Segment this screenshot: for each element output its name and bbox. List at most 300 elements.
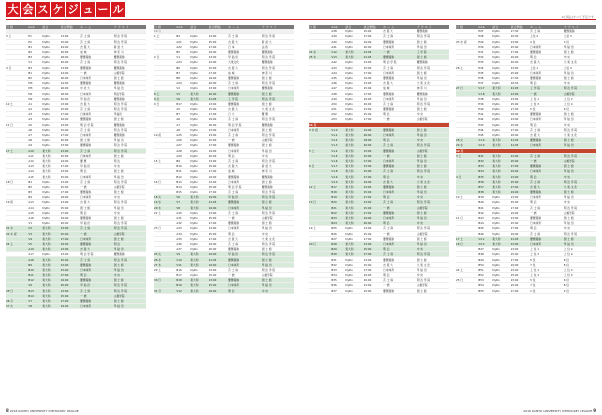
away-team-cell: 国 士 館 xyxy=(114,153,146,158)
venue-cell: 東大和 xyxy=(42,257,60,262)
venue-cell: DyDo xyxy=(345,60,363,65)
away-team-cell: 山梨学院 xyxy=(417,283,449,288)
away-team-cell: 早 稲 田 xyxy=(564,117,596,122)
start-time-cell: 13:00 xyxy=(511,195,531,200)
home-team-cell: 明 治 xyxy=(80,169,114,174)
home-team-cell: 吉 亜 大 xyxy=(228,39,262,44)
venue-cell: 東大和 xyxy=(42,174,60,179)
home-team-cell: 日本体育 xyxy=(228,262,262,267)
home-team-cell: 一 橋 xyxy=(228,215,262,220)
away-team-cell: 大 東 文 化 xyxy=(417,81,449,86)
venue-cell: DyDo xyxy=(42,117,60,122)
start-time-cell: 17:00 xyxy=(61,164,81,169)
venue-cell: DyDo xyxy=(42,205,60,210)
away-team-cell: 6 位 xyxy=(564,257,596,262)
start-time-cell: 20:00 xyxy=(364,101,384,106)
venue-cell: DyDo xyxy=(345,101,363,106)
away-team-cell: 山梨学院 xyxy=(564,91,596,96)
game-code-cell: V1.2 xyxy=(331,138,345,143)
away-team-cell: 国 士 館 xyxy=(262,221,294,226)
away-team-cell: 山梨学院 xyxy=(114,231,146,236)
start-time-cell: 17:00 xyxy=(61,236,81,241)
home-team-cell: 慶應義塾 xyxy=(80,298,114,303)
home-team-cell: 慶 應 xyxy=(80,158,114,163)
away-team-cell: 明 治 学 院 xyxy=(262,210,294,215)
start-time-cell: 19:00 xyxy=(511,55,531,60)
away-team-cell: 慶應義塾 xyxy=(114,96,146,101)
venue-cell: DyDo xyxy=(42,210,60,215)
game-code-cell: B25 xyxy=(331,226,345,231)
date-cell: 3 土 xyxy=(6,34,28,39)
start-time-cell: 15:00 xyxy=(209,231,229,236)
away-team-cell: 山梨学院 xyxy=(417,148,449,153)
game-code-cell: V1.5 xyxy=(331,153,345,158)
home-team-cell: 工 学 院 xyxy=(228,96,262,101)
venue-cell: DyDo xyxy=(42,122,60,127)
venue-cell: DyDo xyxy=(492,273,510,278)
away-team-cell: 中 央 xyxy=(417,174,449,179)
venue-cell: DyDo xyxy=(42,81,60,86)
venue-cell: DyDo xyxy=(190,49,208,54)
home-team-cell: 吉 亜 大 xyxy=(530,184,564,189)
home-team-cell: 明 治 xyxy=(530,174,564,179)
start-time-cell: 19:00 xyxy=(209,262,229,267)
venue-cell: DyDo xyxy=(190,101,208,106)
home-team-cell: 芸 士 遠 xyxy=(383,226,417,231)
date-cell: 30 日 xyxy=(154,278,176,283)
game-code-cell: V1 xyxy=(176,55,190,60)
game-code-cell: A51 xyxy=(331,107,345,112)
home-team-cell: 明 治 xyxy=(383,112,417,117)
away-team-cell: 国 士 館 xyxy=(114,117,146,122)
venue-cell: DyDo xyxy=(345,231,363,236)
game-code-cell: B41 xyxy=(478,205,492,210)
start-time-cell: 13:00 xyxy=(61,262,81,267)
away-team-cell: 明 治 学 院 xyxy=(262,96,294,101)
game-code-cell: A25 xyxy=(176,132,190,137)
game-code-cell: A16 xyxy=(28,215,42,220)
venue-cell: DyDo xyxy=(190,70,208,75)
footer-text: 2016 KANTO UNIVERSITY ICEHOCKEY LEAGUE xyxy=(523,409,593,413)
home-team-cell: 日本体育 xyxy=(530,70,564,75)
venue-cell: DyDo xyxy=(190,117,208,122)
game-code-cell: M3 xyxy=(28,81,42,86)
away-team-cell: 神 奈 川 xyxy=(114,49,146,54)
start-time-cell: 15:00 xyxy=(61,293,81,298)
venue-cell: 東大和 xyxy=(345,195,363,200)
venue-cell: 東大和 xyxy=(345,127,363,132)
away-team-cell: 国 士 館 xyxy=(114,262,146,267)
venue-cell: DyDo xyxy=(190,247,208,252)
start-time-cell: 19:00 xyxy=(364,39,384,44)
game-code-cell: M1 xyxy=(28,91,42,96)
away-team-cell: 明 治 学 院 xyxy=(417,226,449,231)
venue-cell: 東大和 xyxy=(42,283,60,288)
away-team-cell: 国 士 館 xyxy=(262,91,294,96)
away-team-cell: 慶應義塾 xyxy=(114,55,146,60)
away-team-cell: 3 位 xyxy=(564,39,596,44)
date-cell: 18 日 xyxy=(6,179,28,184)
date-cell: 22 土 xyxy=(154,210,176,215)
column-header: Gr.b xyxy=(478,25,492,29)
start-time-cell: 18:00 xyxy=(61,55,81,60)
date-cell: 2 日 xyxy=(154,55,176,60)
venue-cell: 東大和 xyxy=(190,257,208,262)
date-cell: 26 月 xyxy=(6,298,28,303)
venue-cell: DyDo xyxy=(190,184,208,189)
start-time-cell: 16:00 xyxy=(61,86,81,91)
venue-cell: 東大和 xyxy=(345,158,363,163)
start-time-cell: 13:00 xyxy=(511,117,531,122)
away-team-cell: 国 士 館 xyxy=(564,190,596,195)
start-time-cell: 15:00 xyxy=(511,221,531,226)
column-header: 日 程 xyxy=(154,25,176,29)
away-team-cell: 明 治 学 院 xyxy=(262,55,294,60)
date-cell: 25 日 xyxy=(456,278,478,283)
away-team-cell: 慶應義塾 xyxy=(262,174,294,179)
date-cell: 11 日 xyxy=(456,215,478,220)
start-time-cell: 15:00 xyxy=(209,184,229,189)
venue-cell: DyDo xyxy=(492,215,510,220)
venue-cell: DyDo xyxy=(42,215,60,220)
away-team-cell: 神 奈 川 xyxy=(262,169,294,174)
start-time-cell: 20:00 xyxy=(209,91,229,96)
home-team-cell: 芸 士 遠 xyxy=(228,81,262,86)
game-code-cell: B39 xyxy=(478,195,492,200)
title-character: ス xyxy=(37,3,49,16)
home-team-cell: 国 士 館 xyxy=(80,138,114,143)
away-team-cell: 新 潟 大 xyxy=(262,164,294,169)
home-team-cell: 芸 士 遠 xyxy=(80,226,114,231)
date-cell: 6 日 xyxy=(309,164,331,169)
game-code-cell: V7 xyxy=(176,200,190,205)
start-time-cell: 17:00 xyxy=(511,257,531,262)
start-time-cell: 13:00 xyxy=(209,101,229,106)
game-code-cell: A19 xyxy=(28,247,42,252)
schedule-column-3 xyxy=(309,25,449,294)
venue-cell: DyDo xyxy=(190,169,208,174)
start-time-cell: 17:00 xyxy=(209,169,229,174)
home-team-cell: 一 橋 xyxy=(383,153,417,158)
venue-cell: DyDo xyxy=(42,138,60,143)
start-time-cell: 16:00 xyxy=(61,49,81,54)
start-time-cell: 20:00 xyxy=(364,44,384,49)
home-team-cell: 慶應義塾 xyxy=(80,241,114,246)
home-team-cell: 成 城 xyxy=(383,86,417,91)
start-time-cell: 13:00 xyxy=(209,34,229,39)
title-character: ー xyxy=(97,3,109,16)
column-header: Gr.b xyxy=(331,25,345,29)
game-code-cell: A7 xyxy=(176,122,190,127)
start-time-cell: 17:00 xyxy=(364,34,384,39)
venue-cell: 東大和 xyxy=(42,164,60,169)
game-code-cell: B36 xyxy=(478,179,492,184)
venue-cell: DyDo xyxy=(492,101,510,106)
home-team-cell: 日本体育 xyxy=(228,148,262,153)
venue-cell: 東大和 xyxy=(492,153,510,158)
start-time-cell: 17:30 xyxy=(511,29,531,34)
venue-cell: 東大和 xyxy=(345,143,363,148)
home-team-cell: 慶應義塾 xyxy=(383,55,417,60)
away-team-cell: 神 奈 川 xyxy=(262,70,294,75)
game-code-cell: B26 xyxy=(331,231,345,236)
away-team-cell: 国 士 館 xyxy=(114,298,146,303)
venue-cell: DyDo xyxy=(190,65,208,70)
game-code-cell: B55 xyxy=(478,288,492,293)
venue-cell: DyDo xyxy=(42,70,60,75)
game-code-cell: V6 xyxy=(176,96,190,101)
away-team-cell: 国 士 館 xyxy=(417,236,449,241)
venue-cell: DyDo xyxy=(42,55,60,60)
start-time-cell: 19:00 xyxy=(61,278,81,283)
home-team-cell: 芸 士 遠 xyxy=(80,257,114,262)
home-team-cell: 芸 士 遠 xyxy=(80,127,114,132)
home-team-cell: 慶應義塾 xyxy=(383,288,417,293)
game-code-cell: A18 xyxy=(28,257,42,262)
start-time-cell: 15:00 xyxy=(61,231,81,236)
game-code-cell: B31 xyxy=(478,153,492,158)
start-time-cell: 15:00 xyxy=(364,205,384,210)
start-time-cell: 15:00 xyxy=(209,215,229,220)
away-team-cell: 中 央 xyxy=(417,221,449,226)
home-team-cell: 慶應義塾 xyxy=(530,236,564,241)
away-team-cell: 中 央 xyxy=(417,247,449,252)
away-team-cell: 慶應義塾 xyxy=(564,29,596,34)
venue-cell: 東大和 xyxy=(190,283,208,288)
game-code-cell: V8 xyxy=(28,304,42,309)
away-team-cell: 山梨学院 xyxy=(114,70,146,75)
home-team-cell: 日本体育 xyxy=(80,267,114,272)
venue-cell: DyDo xyxy=(190,231,208,236)
start-time-cell: 13:00 xyxy=(61,34,81,39)
away-team-cell: 明 治 学 院 xyxy=(417,200,449,205)
venue-cell: 東大和 xyxy=(492,91,510,96)
venue-cell: DyDo xyxy=(345,283,363,288)
away-team-cell: 国 士 館 xyxy=(564,112,596,117)
home-team-cell: 5 位 xyxy=(530,278,564,283)
start-time-cell: 19:00 xyxy=(61,117,81,122)
away-team-cell: 明 治 学 院 xyxy=(262,190,294,195)
home-team-cell: 慶應義塾 xyxy=(228,257,262,262)
venue-cell: 東大和 xyxy=(42,236,60,241)
venue-cell: 東大和 xyxy=(345,190,363,195)
away-team-cell: 上位 3 xyxy=(564,34,596,39)
date-cell: 1 土 xyxy=(154,34,176,39)
start-time-cell: 20:00 xyxy=(61,138,81,143)
away-team-cell: 国 士 館 xyxy=(417,153,449,158)
start-time-cell: 15:00 xyxy=(364,231,384,236)
start-time-cell: 13:00 xyxy=(61,252,81,257)
game-code-cell: B33 xyxy=(331,267,345,272)
game-code-cell: V1.8 xyxy=(478,91,492,96)
column-header: 試合開始 xyxy=(364,25,384,29)
venue-cell: DyDo xyxy=(42,179,60,184)
game-code-cell: A28 xyxy=(176,148,190,153)
away-team-cell: 国 士 館 xyxy=(417,288,449,293)
start-time-cell: 17:00 xyxy=(209,112,229,117)
date-cell: 24 水 xyxy=(309,49,331,54)
game-code-cell: B23 xyxy=(331,215,345,220)
start-time-cell: 17:00 xyxy=(511,107,531,112)
start-time-cell: 13:00 xyxy=(364,241,384,246)
start-time-cell: 17:00 xyxy=(364,158,384,163)
home-team-cell: 芸 士 遠 xyxy=(228,158,262,163)
away-team-cell: 山梨学院 xyxy=(417,231,449,236)
venue-cell: DyDo xyxy=(190,138,208,143)
game-code-cell: B27 xyxy=(331,236,345,241)
home-team-cell: 慶應義塾 xyxy=(228,278,262,283)
home-team-cell: 明 治 xyxy=(383,174,417,179)
away-team-cell: 6 位 xyxy=(564,107,596,112)
game-code-cell: A30 xyxy=(176,210,190,215)
home-team-cell: 吉 亜 大 xyxy=(228,65,262,70)
home-team-cell: 芸 士 遠 xyxy=(80,288,114,293)
start-time-cell: 14:00 xyxy=(61,81,81,86)
away-team-cell: 8 位 xyxy=(564,262,596,267)
away-team-cell: 山梨学院 xyxy=(262,138,294,143)
home-team-cell: 芸 士 遠 xyxy=(383,65,417,70)
game-code-cell: B34 xyxy=(331,273,345,278)
home-team-cell: 日本体育 xyxy=(80,195,114,200)
game-code-cell: V2.2 xyxy=(478,241,492,246)
away-team-cell: 上 位 4 xyxy=(564,101,596,106)
home-team-cell: 一 橋 xyxy=(383,231,417,236)
away-team-cell: 明 治 学 院 xyxy=(262,81,294,86)
start-time-cell: 19:00 xyxy=(364,179,384,184)
start-time-cell: 13:00 xyxy=(209,60,229,65)
venue-cell: 東大和 xyxy=(42,288,60,293)
venue-cell: DyDo xyxy=(42,221,60,226)
start-time-cell: 19:00 xyxy=(511,262,531,267)
home-team-cell: 吉 亜 大 xyxy=(228,164,262,169)
home-team-cell: 芸 士 遠 xyxy=(80,34,114,39)
start-time-cell: 13:00 xyxy=(364,148,384,153)
away-team-cell: 国 士 館 xyxy=(564,164,596,169)
start-time-cell: 13:00 xyxy=(364,226,384,231)
away-team-cell: 早 稲 田 xyxy=(262,205,294,210)
home-team-cell: 上 位 1 xyxy=(530,267,564,272)
home-team-cell: 慶應義塾 xyxy=(530,138,564,143)
date-cell: 11 月 xyxy=(309,122,331,127)
away-team-cell: 山梨学院 xyxy=(564,158,596,163)
game-code-cell: A34 xyxy=(176,231,190,236)
game-code-cell: A35 xyxy=(176,236,190,241)
start-time-cell: 21:45 xyxy=(511,138,531,143)
away-team-cell: 早 稲 田 xyxy=(417,215,449,220)
page-number: 8 xyxy=(6,408,9,413)
home-team-cell: 明 治 xyxy=(228,153,262,158)
home-team-cell: 早 稲 田 xyxy=(228,55,262,60)
venue-cell: DyDo xyxy=(190,153,208,158)
game-code-cell: B38 xyxy=(478,190,492,195)
start-time-cell: 13:00 xyxy=(511,241,531,246)
start-time-cell: 17:00 xyxy=(61,190,81,195)
away-team-cell: 明 治 学 院 xyxy=(114,39,146,44)
home-team-cell: 明 治 xyxy=(530,226,564,231)
start-time-cell: 15:00 xyxy=(364,288,384,293)
venue-cell: 東大和 xyxy=(190,195,208,200)
away-team-cell: 早 稲 田 xyxy=(114,304,146,309)
venue-cell: DyDo xyxy=(345,86,363,91)
game-code-cell: E32 xyxy=(478,55,492,60)
start-time-cell: 19:00 xyxy=(364,215,384,220)
column-header: ホ ー ム xyxy=(383,25,417,29)
page-title xyxy=(6,2,125,18)
home-team-cell: 慶應義塾 xyxy=(530,75,564,80)
venue-cell: DyDo xyxy=(190,148,208,153)
home-team-cell: 慶應義塾 xyxy=(80,117,114,122)
away-team-cell: 6 位 xyxy=(564,278,596,283)
game-code-cell: B11 xyxy=(28,273,42,278)
home-team-cell: 日本体育 xyxy=(383,267,417,272)
away-team-cell: 明 治 学 院 xyxy=(417,65,449,70)
home-team-cell: 一 橋 xyxy=(80,293,114,298)
venue-cell: DyDo xyxy=(190,226,208,231)
start-time-cell: 17:00 xyxy=(364,117,384,122)
title-character: ケ xyxy=(52,3,64,16)
home-team-cell: 日本体育 xyxy=(80,236,114,241)
home-team-cell: 一 橋 xyxy=(228,273,262,278)
start-time-cell: 15:00 xyxy=(209,65,229,70)
date-cell: 12 土 xyxy=(309,184,331,189)
game-code-cell: B1 xyxy=(28,179,42,184)
start-time-cell: 19:00 xyxy=(209,117,229,122)
game-code-cell: A32 xyxy=(176,221,190,226)
away-team-cell: 早 稲 田 xyxy=(114,267,146,272)
column-header: ア ウ エ イ xyxy=(114,25,146,29)
start-time-cell: 19:00 xyxy=(209,195,229,200)
date-cell: 22 木 祝 xyxy=(6,231,28,236)
home-team-cell: 慶應義塾 xyxy=(383,164,417,169)
game-code-cell: B42 xyxy=(478,210,492,215)
footer-left xyxy=(6,408,79,413)
start-time-cell: 15:00 xyxy=(364,86,384,91)
venue-cell: DyDo xyxy=(42,107,60,112)
away-team-cell: 国 士 館 xyxy=(262,278,294,283)
start-time-cell: 19:00 xyxy=(511,231,531,236)
home-team-cell: 吉 亜 大 xyxy=(383,179,417,184)
venue-cell: DyDo xyxy=(42,184,60,189)
venue-cell: 東大和 xyxy=(190,262,208,267)
start-time-cell: 13:00 xyxy=(364,184,384,189)
start-time-cell: 13:00 xyxy=(61,122,81,127)
away-team-cell: 明 治 xyxy=(114,158,146,163)
date-cell: 23 水 祝 xyxy=(456,39,478,44)
away-team-cell: 明 治 学 院 xyxy=(564,205,596,210)
start-time-cell: 13:00 xyxy=(61,247,81,252)
start-time-cell: 20:00 xyxy=(61,221,81,226)
home-team-cell: 日本体育 xyxy=(530,169,564,174)
start-time-cell: 17:00 xyxy=(511,205,531,210)
venue-cell: 東大和 xyxy=(42,304,60,309)
game-code-cell: B37 xyxy=(331,288,345,293)
venue-cell: DyDo xyxy=(492,210,510,215)
venue-cell: DyDo xyxy=(492,65,510,70)
home-team-cell: 早 稲 田 xyxy=(80,221,114,226)
start-time-cell: 17:00 xyxy=(61,298,81,303)
date-cell: 9 火 xyxy=(154,96,176,101)
start-time-cell: 15:00 xyxy=(61,39,81,44)
venue-cell: 東大和 xyxy=(492,241,510,246)
game-code-cell: A48 xyxy=(331,91,345,96)
away-team-cell: 明治学院 xyxy=(114,91,146,96)
home-team-cell: 慶應義塾 xyxy=(383,210,417,215)
home-team-cell: 慶應義塾 xyxy=(80,262,114,267)
venue-cell: DyDo xyxy=(190,39,208,44)
away-team-cell: 早 稲 田 xyxy=(114,247,146,252)
schedule-column-2 xyxy=(154,25,294,294)
game-code-cell: M3 xyxy=(28,86,42,91)
